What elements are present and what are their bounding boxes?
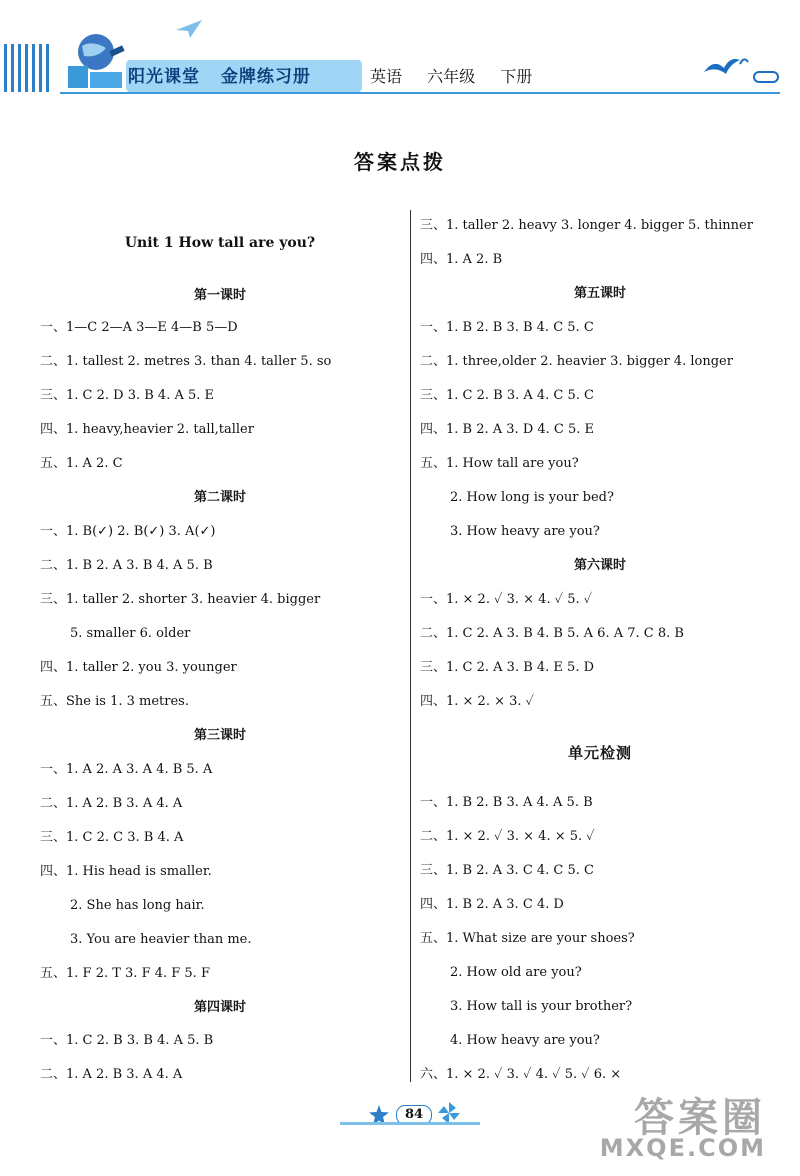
header-stripes: [4, 44, 54, 92]
answer-line: 二、1. × 2. ✓ 3. × 4. × 5. ✓: [420, 829, 595, 844]
lesson-heading: 第三课时: [193, 728, 246, 743]
answer-line: 3. You are heavier than me.: [70, 932, 252, 947]
globe-telescope-icon: [62, 28, 128, 92]
paper-plane-icon: [176, 20, 202, 38]
answer-line: 三、1. C 2. A 3. B 4. E 5. D: [420, 660, 595, 675]
series-title-main: 阳光课堂: [128, 67, 200, 87]
answer-line: 四、1. B 2. A 3. C 4. D: [420, 897, 564, 912]
lesson-heading: 第一课时: [193, 288, 246, 303]
answer-line: 二、1. tallest 2. metres 3. than 4. taller 5. so: [40, 354, 332, 369]
answer-line: 3. How heavy are you?: [450, 524, 600, 539]
answer-line: 五、1. What size are your shoes?: [420, 931, 635, 946]
series-title-sub: 金牌练习册: [220, 67, 311, 87]
unit-test-heading: 单元检测: [567, 744, 632, 762]
lesson-heading: 第二课时: [193, 490, 246, 505]
lesson-heading: 第五课时: [573, 286, 626, 301]
answer-line: 四、1. taller 2. you 3. younger: [40, 660, 237, 675]
subject-info: [370, 64, 552, 87]
answer-line: 四、1. B 2. A 3. D 4. C 5. E: [420, 422, 595, 437]
watermark-top: 答案圈: [634, 1095, 766, 1141]
answer-line: 四、1. heavy,heavier 2. tall,taller: [40, 422, 254, 437]
answer-line: 三、1. C 2. D 3. B 4. A 5. E: [40, 388, 215, 403]
answer-line: 五、1. How tall are you?: [420, 456, 579, 471]
header-rule: [60, 92, 780, 94]
page-header: [0, 0, 800, 100]
unit-title: Unit 1 How tall are you?: [124, 235, 316, 251]
page-title: 答案点拨: [354, 150, 446, 174]
answer-line: 4. How heavy are you?: [450, 1033, 600, 1048]
grade-label: 六年级: [427, 67, 476, 86]
watermark-bottom: MXQE.COM: [599, 1134, 766, 1162]
watermark: [576, 1086, 776, 1166]
answer-line: 六、1. × 2. ✓ 3. ✓ 4. ✓ 5. ✓ 6. ×: [420, 1067, 622, 1082]
answer-line: 四、1. × 2. × 3. ✓: [420, 694, 535, 709]
answer-line: 二、1. B 2. A 3. B 4. A 5. B: [40, 558, 213, 573]
answer-line: 一、1. A 2. A 3. A 4. B 5. A: [40, 762, 213, 777]
answer-line: 二、1. A 2. B 3. A 4. A: [40, 796, 183, 811]
answer-line: 一、1. × 2. ✓ 3. × 4. ✓ 5. ✓: [420, 592, 593, 607]
answer-line: 二、1. C 2. A 3. B 4. B 5. A 6. A 7. C 8. B: [420, 626, 684, 641]
answer-line: 一、1. B(✓) 2. B(✓) 3. A(✓): [40, 524, 216, 539]
answer-line: 三、1. C 2. B 3. A 4. C 5. C: [420, 388, 594, 403]
lesson-heading: 第四课时: [193, 1000, 246, 1015]
subject-label: 英语: [370, 67, 403, 86]
answer-line: 三、1. taller 2. shorter 3. heavier 4. bigger: [40, 592, 321, 607]
answer-line: 四、1. A 2. B: [420, 252, 503, 267]
answer-line: 一、1—C 2—A 3—E 4—B 5—D: [40, 320, 238, 335]
volume-label: 下册: [500, 67, 533, 86]
birds-icon: [700, 50, 780, 86]
answer-line: 2. How long is your bed?: [450, 490, 614, 505]
answer-line: 三、1. C 2. C 3. B 4. A: [40, 830, 184, 845]
series-title: [128, 62, 325, 92]
answer-line: 2. She has long hair.: [70, 898, 205, 913]
page-number: 84: [396, 1105, 432, 1125]
answer-line: 五、1. A 2. C: [40, 456, 123, 471]
answer-line: 三、1. taller 2. heavy 3. longer 4. bigger 5. thinner: [420, 218, 753, 233]
answer-line: 五、1. F 2. T 3. F 4. F 5. F: [40, 966, 210, 981]
answer-line: 四、1. His head is smaller.: [40, 864, 212, 879]
answer-line: 五、She is 1. 3 metres.: [40, 694, 189, 709]
answer-line: 一、1. B 2. B 3. A 4. A 5. B: [420, 795, 593, 810]
lesson-heading: 第六课时: [573, 558, 626, 573]
page-footer: [340, 1100, 480, 1130]
answer-line: 3. How tall is your brother?: [450, 999, 633, 1014]
answer-line: 三、1. B 2. A 3. C 4. C 5. C: [420, 863, 594, 878]
answer-line: 2. How old are you?: [450, 965, 582, 980]
footer-wave: [340, 1122, 480, 1125]
answer-line: 一、1. B 2. B 3. B 4. C 5. C: [420, 320, 594, 335]
answer-line: 二、1. three,older 2. heavier 3. bigger 4. longer: [420, 354, 733, 369]
answer-line: 5. smaller 6. older: [70, 626, 191, 641]
answer-line: 一、1. C 2. B 3. B 4. A 5. B: [40, 1033, 214, 1048]
answer-line: 二、1. A 2. B 3. A 4. A: [40, 1067, 183, 1082]
column-divider: [410, 210, 411, 1082]
